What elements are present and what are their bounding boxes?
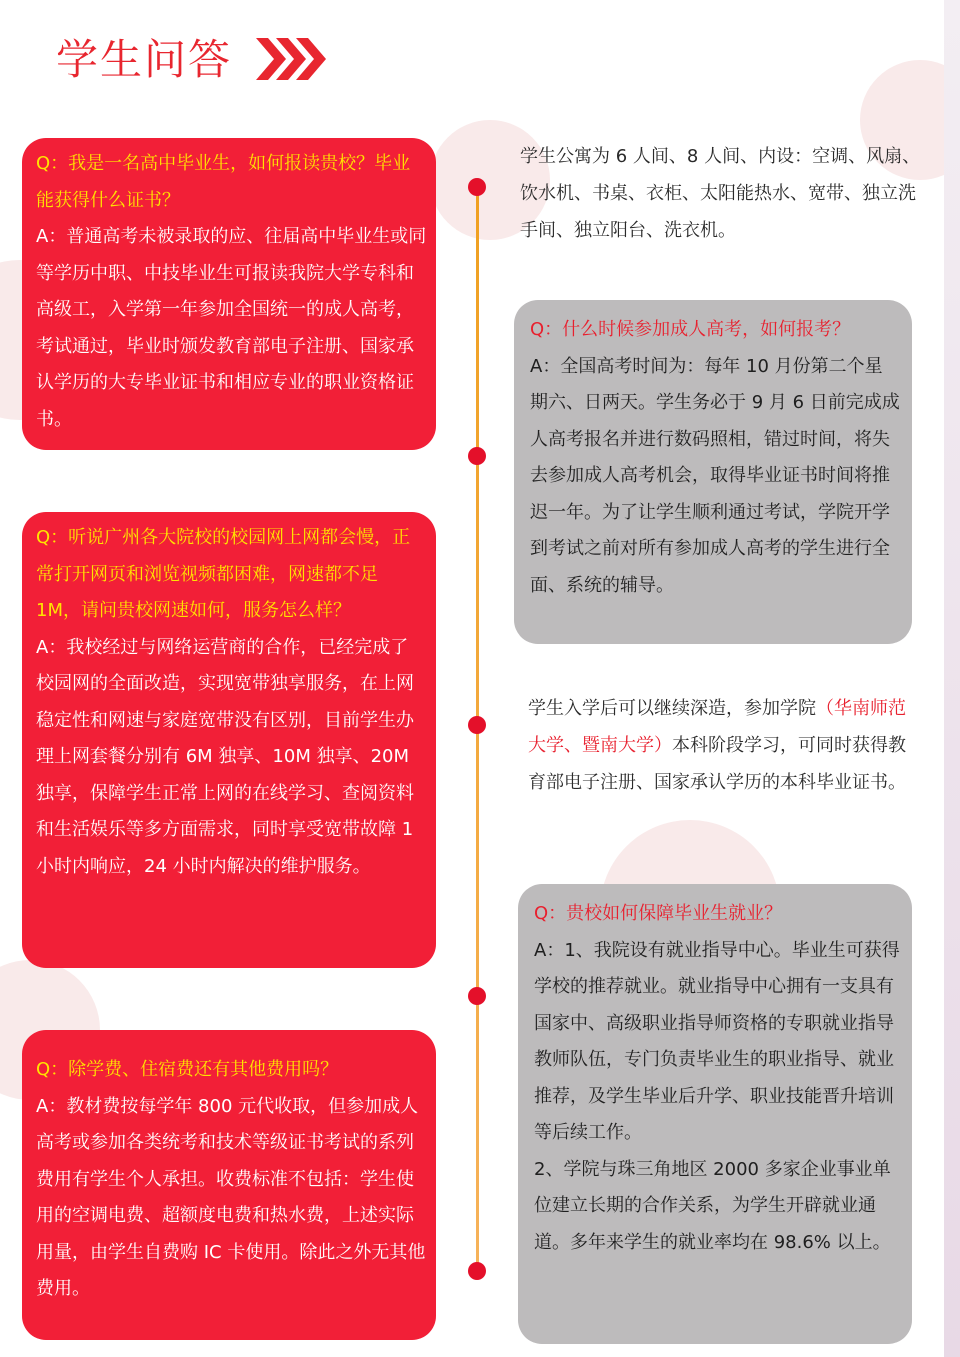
qa-card-fees bbox=[22, 1030, 436, 1340]
answer-text: A：我校经过与网络运营商的合作，已经完成了校园网的全面改造，实现宽带独享服务，在上网稳定性和网速与家庭宽带没有区别，目前学生办理上网套餐分别有 6M 独享、10M 独享、20M 独享，保障学生正常上网的在线学习、查阅资料和生活娱乐等多方面需求，同时享受宽带故障 1 小时内响应，24 小时内解决的维护服务。 bbox=[36, 636, 414, 877]
answer-text: A：全国高考时间为：每年 10 月份第二个星期六、日两天。学生务必于 9 月 6 日前完成成人高考报名并进行数码照相，错过时间，将失去参加成人高考机会，取得毕业证书时间将推迟一年。为了让学生顺利通过考试，学院开学到考试之前对所有参加成人高考的学生进行全面、系统的辅导。 bbox=[530, 355, 900, 596]
answer-text: A：1、我院设有就业指导中心。毕业生可获得学校的推荐就业。就业指导中心拥有一支具有国家中、高级职业指导师资格的专职就业指导教师队伍，专门负责毕业生的职业指导、就业推荐，及学生毕业后升学、职业技能晋升培训等后续工作。 bbox=[534, 939, 900, 1143]
further-study-text-part1: 学生入学后可以继续深造，参加学院 bbox=[528, 698, 816, 719]
qa-card-employment bbox=[518, 884, 912, 1344]
right-edge-strip bbox=[944, 0, 960, 1357]
question-text: Q：除学费、住宿费还有其他费用吗？ bbox=[36, 1059, 339, 1080]
timeline-dot bbox=[468, 178, 486, 196]
further-study-text bbox=[528, 690, 918, 801]
answer-text: A：普通高考未被录取的应、往届高中毕业生或同等学历中职、中技毕业生可报读我院大学专科和高级工，入学第一年参加全国统一的成人高考，考试通过，毕业时颁发教育部电子注册、国家承认学历的大专毕业证书和相应专业的职业资格证书。 bbox=[36, 226, 427, 430]
timeline-dot bbox=[468, 987, 486, 1005]
answer-text-2: 2、学院与珠三角地区 2000 多家企业事业单位建立长期的合作关系，为学生开辟就业通道。多年来学生的就业率均在 98.6% 以上。 bbox=[534, 1158, 891, 1253]
question-text: Q：贵校如何保障毕业生就业？ bbox=[534, 903, 783, 924]
timeline-dot bbox=[468, 1262, 486, 1280]
question-text: Q：我是一名高中毕业生，如何报读贵校？毕业能获得什么证书？ bbox=[36, 153, 411, 211]
university-highlight: （华南师范大学、暨南大学） bbox=[528, 698, 906, 756]
question-text: Q：什么时候参加成人高考，如何报考？ bbox=[530, 319, 851, 340]
answer-text: A：教材费按每学年 800 元代收取，但参加成人高考或参加各类统考和技术等级证书考试的系列费用有学生个人承担。收费标准不包括：学生使用的空调电费、超额度电费和热水费，上述实际用量，由学生自费购 IC 卡使用。除此之外无其他费用。 bbox=[36, 1095, 426, 1299]
question-text: Q：听说广州各大院校的校园网上网都会慢，正常打开网页和浏览视频都困难，网速都不足 1M，请问贵校网速如何，服务怎么样？ bbox=[36, 527, 411, 621]
page-title: 学生问答 bbox=[56, 35, 233, 84]
timeline-dot bbox=[468, 716, 486, 734]
chevrons-right-icon bbox=[256, 38, 328, 80]
qa-card-graduate bbox=[22, 138, 436, 450]
qa-card-exam bbox=[514, 300, 912, 644]
timeline-dot bbox=[468, 447, 486, 465]
further-study-text-part2: 本科阶段学习，可同时获得教育部电子注册、国家承认学历的本科毕业证书。 bbox=[528, 735, 906, 793]
dorm-info-text: 学生公寓为 6 人间、8 人间、内设：空调、风扇、饮水机、书桌、衣柜、太阳能热水、宽带、独立洗手间、独立阳台、洗衣机。 bbox=[520, 146, 921, 241]
qa-card-network bbox=[22, 512, 436, 968]
